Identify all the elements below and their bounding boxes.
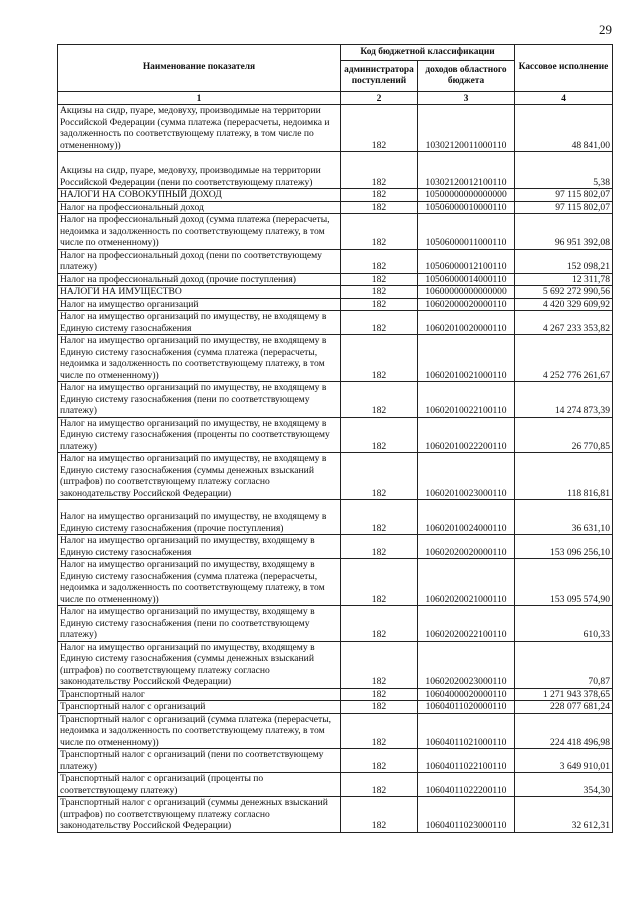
- table-row: [58, 797, 613, 833]
- row-amount: 354,30: [515, 773, 613, 797]
- row-name: Налог на имущество организаций по имуществу, не входящему в Единую систему газоснабжения (сумма платежа (перерасчеты, недоимка и задолженность по соответствующему платежу, в том числе по отмененному)): [58, 335, 341, 382]
- row-admin-code: 182: [341, 382, 418, 418]
- row-income-code: 10506000010000110: [418, 201, 515, 214]
- row-income-code: 10604000020000110: [418, 688, 515, 701]
- row-admin-code: 182: [341, 214, 418, 250]
- row-name: Налог на имущество организаций по имуществу, входящему в Единую систему газоснабжения (сумма платежа (перерасчеты, недоимка и задолженность по соответствующему платежу, в том числе по отмененному)): [58, 559, 341, 606]
- row-income-code: 10602010023000110: [418, 453, 515, 500]
- budget-execution-table: [57, 44, 613, 833]
- row-amount: 14 274 873,39: [515, 382, 613, 418]
- row-admin-code: 182: [341, 773, 418, 797]
- column-number: 1: [58, 92, 341, 105]
- row-admin-code: 182: [341, 286, 418, 299]
- table-row: [58, 535, 613, 559]
- row-name: Транспортный налог с организаций (сумма платежа (перерасчеты, недоимка и задолженность по соответствующему платежу, в том числе по отмененному)): [58, 713, 341, 749]
- row-income-code: 10602020021000110: [418, 559, 515, 606]
- row-income-code: 10604011023000110: [418, 797, 515, 833]
- row-name: Налог на профессиональный доход (прочие поступления): [58, 273, 341, 286]
- row-income-code: 10506000011000110: [418, 214, 515, 250]
- row-admin-code: 182: [341, 335, 418, 382]
- table-row: [58, 201, 613, 214]
- row-amount: 610,33: [515, 606, 613, 642]
- row-amount: 4 420 329 609,92: [515, 298, 613, 311]
- table-body: [58, 105, 613, 833]
- row-name: Акцизы на сидр, пуаре, медовуху, производимые на территории Российской Федерации (пени по соответствующему платежу): [58, 152, 341, 189]
- table-row: [58, 701, 613, 714]
- row-income-code: 10604011020000110: [418, 701, 515, 714]
- row-name: Налог на профессиональный доход (пени по соответствующему платежу): [58, 249, 341, 273]
- row-amount: 118 816,81: [515, 453, 613, 500]
- table-row: [58, 189, 613, 202]
- row-name: Транспортный налог с организаций (проценты по соответствующему платежу): [58, 773, 341, 797]
- row-name: НАЛОГИ НА ИМУЩЕСТВО: [58, 286, 341, 299]
- row-income-code: 10506000014000110: [418, 273, 515, 286]
- row-name: Транспортный налог с организаций (суммы денежных взысканий (штрафов) по соответствующему платежу согласно законодательству Российской Федерации): [58, 797, 341, 833]
- row-amount: 26 770,85: [515, 417, 613, 453]
- table-row: [58, 606, 613, 642]
- row-admin-code: 182: [341, 273, 418, 286]
- row-amount: 3 649 910,01: [515, 749, 613, 773]
- row-amount: 4 252 776 261,67: [515, 335, 613, 382]
- row-admin-code: 182: [341, 453, 418, 500]
- row-income-code: 10602020022100110: [418, 606, 515, 642]
- row-income-code: 10602010024000110: [418, 500, 515, 535]
- row-amount: 70,87: [515, 641, 613, 688]
- table-row: [58, 214, 613, 250]
- row-name: Налог на имущество организаций по имуществу, входящему в Единую систему газоснабжения (пени по соответствующему платежу): [58, 606, 341, 642]
- column-number: 4: [515, 92, 613, 105]
- row-amount: 5 692 272 990,56: [515, 286, 613, 299]
- row-amount: 97 115 802,07: [515, 189, 613, 202]
- row-income-code: 10602010020000110: [418, 311, 515, 335]
- row-admin-code: 182: [341, 688, 418, 701]
- row-amount: 224 418 496,98: [515, 713, 613, 749]
- row-amount: 153 095 574,90: [515, 559, 613, 606]
- row-admin-code: 182: [341, 152, 418, 189]
- table-row: [58, 559, 613, 606]
- row-name: Акцизы на сидр, пуаре, медовуху, производимые на территории Российской Федерации (сумма платежа (перерасчеты, недоимка и задолженность по соответствующему платежу, в том числе по отмененному)): [58, 105, 341, 152]
- row-income-code: 10604011022100110: [418, 749, 515, 773]
- row-admin-code: 182: [341, 189, 418, 202]
- row-income-code: 10604011021000110: [418, 713, 515, 749]
- table-row: [58, 641, 613, 688]
- table-row: [58, 105, 613, 152]
- row-admin-code: 182: [341, 105, 418, 152]
- row-admin-code: 182: [341, 606, 418, 642]
- row-admin-code: 182: [341, 500, 418, 535]
- row-amount: 32 612,31: [515, 797, 613, 833]
- row-amount: 96 951 392,08: [515, 214, 613, 250]
- row-income-code: 10602010021000110: [418, 335, 515, 382]
- table-row: [58, 335, 613, 382]
- row-name: Налог на имущество организаций по имуществу, входящему в Единую систему газоснабжения: [58, 535, 341, 559]
- row-income-code: 10302120011000110: [418, 105, 515, 152]
- row-admin-code: 182: [341, 535, 418, 559]
- row-admin-code: 182: [341, 249, 418, 273]
- row-income-code: 10602020023000110: [418, 641, 515, 688]
- row-income-code: 10302120012100110: [418, 152, 515, 189]
- row-name: Налог на имущество организаций по имуществу, не входящему в Единую систему газоснабжения (пени по соответствующему платежу): [58, 382, 341, 418]
- row-income-code: 10506000012100110: [418, 249, 515, 273]
- column-number: 3: [418, 92, 515, 105]
- row-admin-code: 182: [341, 641, 418, 688]
- row-income-code: 10604011022200110: [418, 773, 515, 797]
- header-indicator-name: Наименование показателя: [58, 45, 341, 92]
- table-row: [58, 249, 613, 273]
- table-row: [58, 286, 613, 299]
- row-name: Налог на имущество организаций по имуществу, входящему в Единую систему газоснабжения (суммы денежных взысканий (штрафов) по соответствующему платежу согласно законодательству Российской Федерации): [58, 641, 341, 688]
- row-income-code: 10602000020000110: [418, 298, 515, 311]
- row-name: Налог на профессиональный доход: [58, 201, 341, 214]
- header-administrator: администратора поступлений: [341, 61, 418, 92]
- table-row: [58, 382, 613, 418]
- row-name: НАЛОГИ НА СОВОКУПНЫЙ ДОХОД: [58, 189, 341, 202]
- row-name: Транспортный налог с организаций (пени по соответствующему платежу): [58, 749, 341, 773]
- row-name: Налог на имущество организаций по имуществу, не входящему в Единую систему газоснабжения: [58, 311, 341, 335]
- table-row: [58, 500, 613, 535]
- row-income-code: 10602010022100110: [418, 382, 515, 418]
- row-amount: 152 098,21: [515, 249, 613, 273]
- row-amount: 228 077 681,24: [515, 701, 613, 714]
- row-admin-code: 182: [341, 559, 418, 606]
- row-amount: 12 311,78: [515, 273, 613, 286]
- row-admin-code: 182: [341, 797, 418, 833]
- table-row: [58, 152, 613, 189]
- row-admin-code: 182: [341, 298, 418, 311]
- row-name: Транспортный налог: [58, 688, 341, 701]
- row-income-code: 10500000000000000: [418, 189, 515, 202]
- table-row: [58, 453, 613, 500]
- table-row: [58, 749, 613, 773]
- row-admin-code: 182: [341, 201, 418, 214]
- row-amount: 36 631,10: [515, 500, 613, 535]
- column-number: 2: [341, 92, 418, 105]
- row-name: Налог на имущество организаций по имуществу, не входящему в Единую систему газоснабжения (прочие поступления): [58, 500, 341, 535]
- row-amount: 4 267 233 353,82: [515, 311, 613, 335]
- table-row: [58, 713, 613, 749]
- row-amount: 153 096 256,10: [515, 535, 613, 559]
- row-income-code: 10602010022200110: [418, 417, 515, 453]
- row-name: Налог на имущество организаций по имуществу, не входящему в Единую систему газоснабжения (проценты по соответствующему платежу): [58, 417, 341, 453]
- header-cash-execution: Кассовое исполнение: [515, 45, 613, 92]
- table-row: [58, 773, 613, 797]
- page-number: 29: [599, 22, 612, 37]
- table-row: [58, 688, 613, 701]
- row-name: Налог на имущество организаций по имуществу, не входящему в Единую систему газоснабжения (суммы денежных взысканий (штрафов) по соответствующему платежу согласно законодательству Российской Федерации): [58, 453, 341, 500]
- row-admin-code: 182: [341, 713, 418, 749]
- row-amount: 97 115 802,07: [515, 201, 613, 214]
- row-name: Налог на профессиональный доход (сумма платежа (перерасчеты, недоимка и задолженность по соответствующему платежу, в том числе по отмененному)): [58, 214, 341, 250]
- row-admin-code: 182: [341, 417, 418, 453]
- row-amount: 1 271 943 378,65: [515, 688, 613, 701]
- table-row: [58, 311, 613, 335]
- row-name: Транспортный налог с организаций: [58, 701, 341, 714]
- row-amount: 5,38: [515, 152, 613, 189]
- row-income-code: 10600000000000000: [418, 286, 515, 299]
- header-code-group: Код бюджетной классификации: [341, 45, 515, 61]
- row-admin-code: 182: [341, 749, 418, 773]
- row-admin-code: 182: [341, 701, 418, 714]
- row-amount: 48 841,00: [515, 105, 613, 152]
- table-row: [58, 417, 613, 453]
- header-income-code: доходов областного бюджета: [418, 61, 515, 92]
- row-income-code: 10602020020000110: [418, 535, 515, 559]
- table-row: [58, 298, 613, 311]
- table-row: [58, 273, 613, 286]
- row-name: Налог на имущество организаций: [58, 298, 341, 311]
- row-admin-code: 182: [341, 311, 418, 335]
